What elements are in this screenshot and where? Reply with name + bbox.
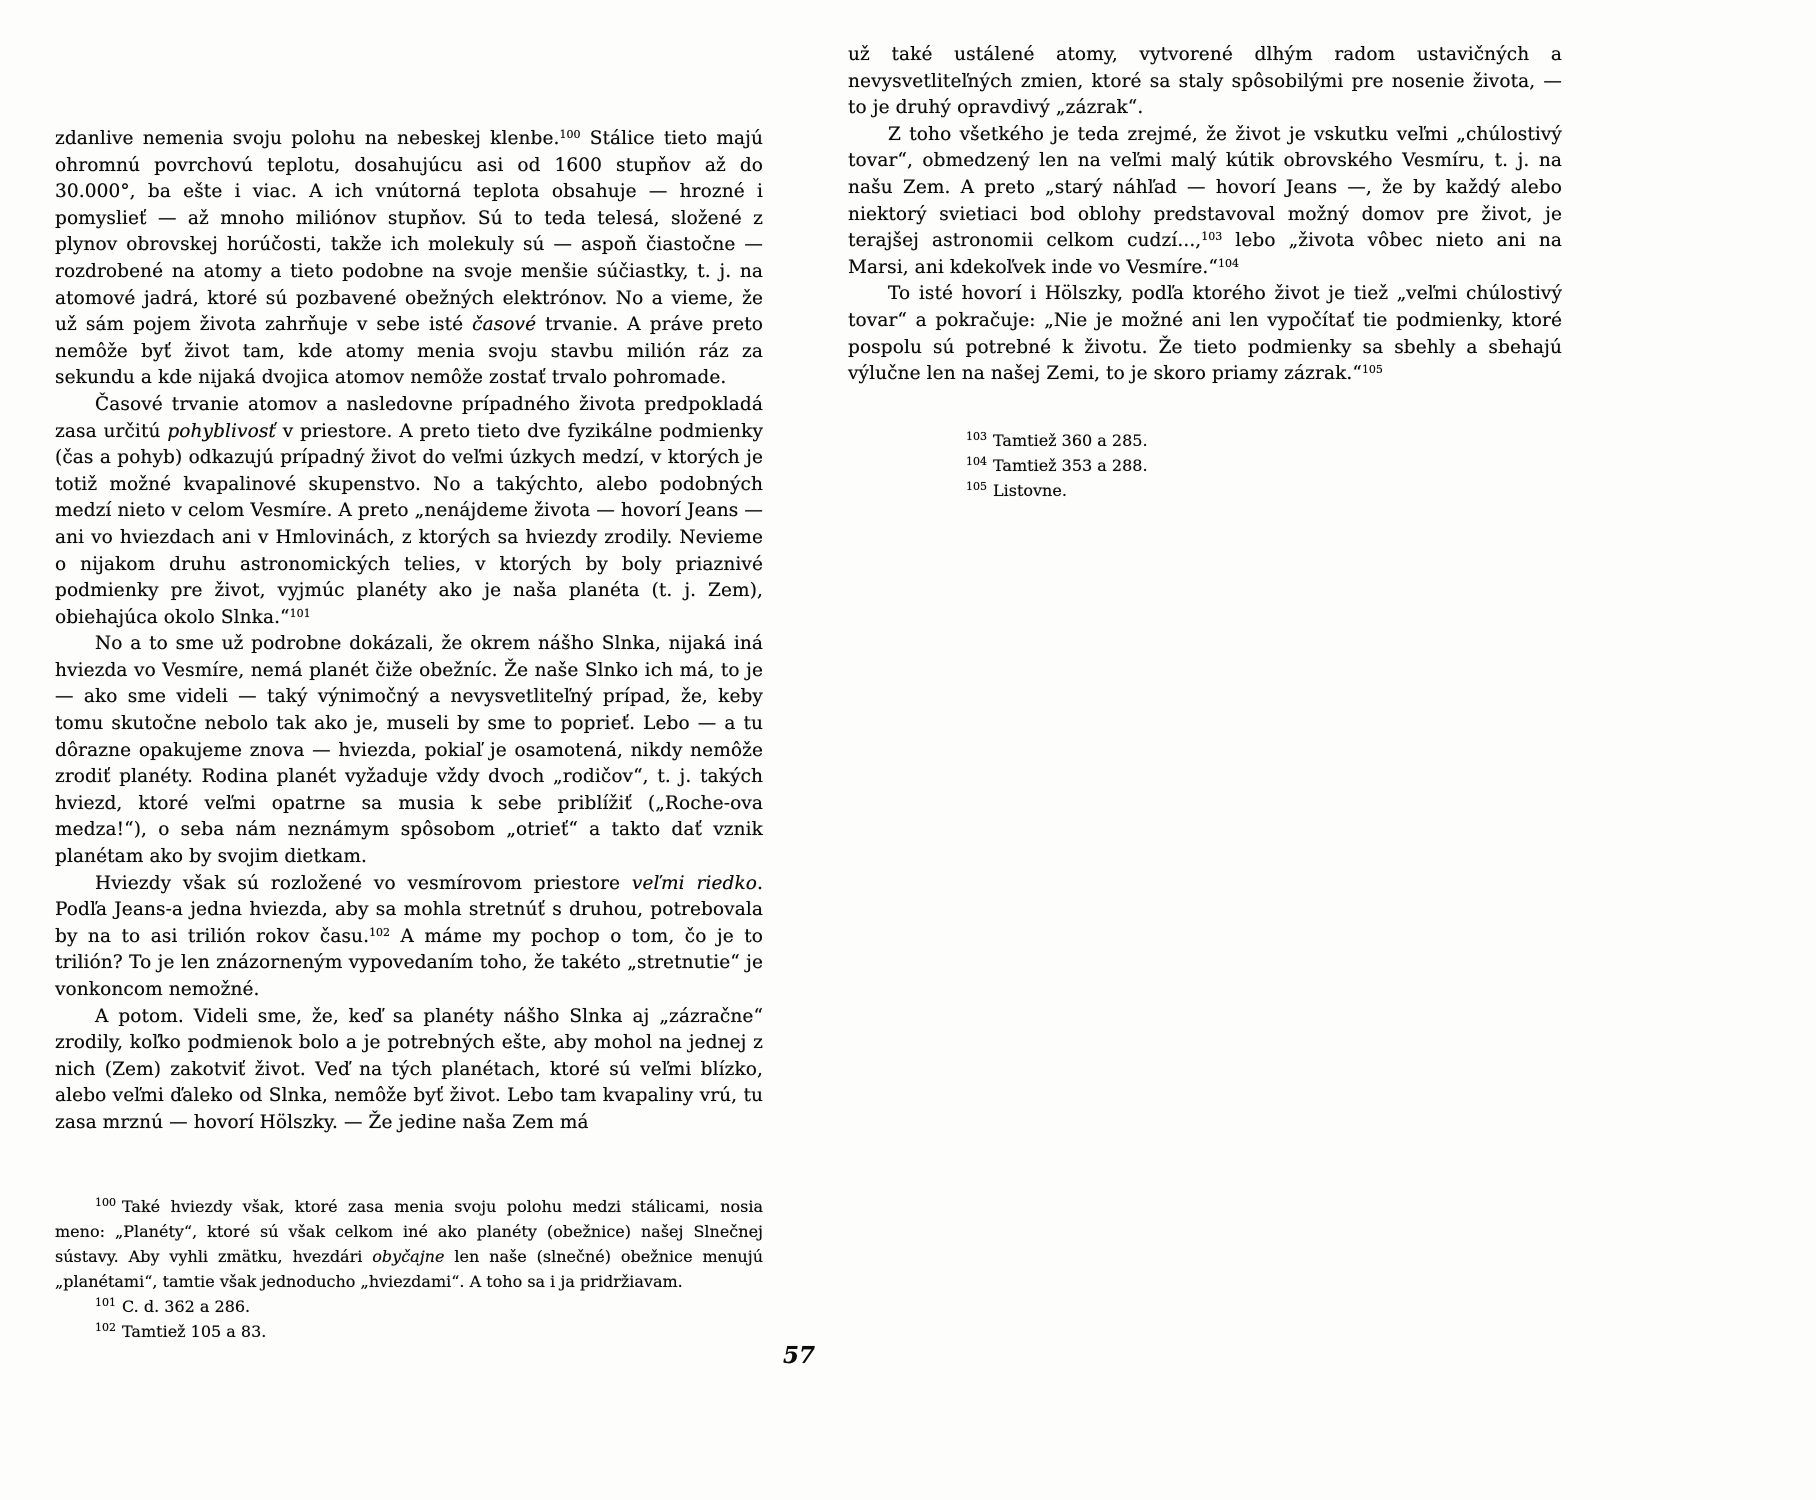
right-page-text xyxy=(848,42,1562,388)
footnote xyxy=(966,478,1562,503)
footnote-marker: 101 xyxy=(95,1296,116,1309)
paragraph: Z toho všetkého je teda zrejmé, že život je vskutku veľmi „chúlostivý tovar“, obmedzený len na veľmi malý kútik obrovského Vesmíru, t. j. na našu Zem. A preto „starý náhľad — hovorí Jeans —, že by každý alebo niektorý svietiaci bod oblohy predstavoval možný domov pre život, je terajšej astronomii celkom cudzí...,$^{103}$ lebo „života vôbec nieto ani na Marsi, ani kdekoľvek inde vo Vesmíre.“$^{104}$ xyxy=(848,123,1563,278)
right-page-footnotes xyxy=(848,428,1562,503)
footnote-text: Tamtiež 360 a 285. xyxy=(993,431,1148,450)
footnote-text: Listovne. xyxy=(993,481,1067,500)
footnote xyxy=(55,1294,763,1319)
paragraph: A potom. Videli sme, že, keď sa planéty nášho Slnka aj „zázračne“ zrodily, koľko podmienok bolo a je potrebných ešte, aby mohol na jednej z nich (Zem) zakotviť život. Veď na tých planétach, ktoré sú veľmi blízko, alebo veľmi ďaleko od Slnka, nemôže byť život. Lebo tam kvapaliny vrú, tu zasa mrznú — hovorí Hölszky. — Že jedine naša Zem má xyxy=(55,1005,763,1133)
footnote xyxy=(966,453,1562,478)
footnote-marker: 100 xyxy=(95,1196,116,1209)
paragraph: No a to sme už podrobne dokázali, že okrem nášho Slnka, nijaká iná hviezda vo Vesmíre, nemá planét čiže obežníc. Že naše Slnko ich má, to je — ako sme videli — taký výnimočný a nevysvetliteľný prípad, že, keby tomu skutočne nebolo tak ako je, museli by sme to poprieť. Lebo — a tu dôrazne opakujeme znova — hviezda, pokiaľ je osamotená, nikdy nemôže zrodiť planéty. Rodina planét vyžaduje vždy dvoch „rodičov“, t. j. takých hviezd, ktoré veľmi opatrne sa musia k sebe priblížiť („Roche-ova medza!“), o seba nám neznámym spôsobom „otrieť“ a takto dať vznik planétam ako by svojim dietkam. xyxy=(55,633,763,868)
footnote xyxy=(55,1194,763,1294)
footnote-text: C. d. 362 a 286. xyxy=(122,1297,251,1316)
footnote-marker: 102 xyxy=(95,1321,116,1334)
paragraph: už také ustálené atomy, vytvorené dlhým radom ustavičných a nevysvetliteľných zmien, ktoré sa staly spôsobilými pre nosenie života, — to je druhý opravdivý „zázrak“. xyxy=(848,44,1562,119)
footnote-marker: 104 xyxy=(966,455,987,468)
footnote-text: Tamtiež 105 a 83. xyxy=(122,1322,267,1341)
footnote xyxy=(966,428,1562,453)
paragraph: Hviezdy však sú rozložené vo vesmírovom priestore veľmi riedko. Podľa Jeans-a jedna hviezda, aby sa mohla stretnúť s druhou, potrebovala by na to asi trilión rokov času.$^{102}$ A máme my pochop o tom, čo je to trilión? To je len znázorneným vypovedaním toho, že takéto „stretnutie“ je vonkoncom nemožné. xyxy=(55,872,763,1000)
paragraph: To isté hovorí i Hölszky, podľa ktorého život je tiež „veľmi chúlostivý tovar“ a pokračuje: „Nie je možné ani len vypočítať tie podmienky, ktoré pospolu sú potrebné k životu. Že tieto podmienky sa sbehly a sbehajú výlučne len na našej Zemi, to je skoro priamy zázrak.“$^{105}$ xyxy=(848,283,1562,385)
page-number: 57 xyxy=(782,1342,815,1369)
footnote-marker: 105 xyxy=(966,480,987,493)
footnote-text: Také hviezdy však, ktoré zasa menia svoju polohu medzi stálicami, nosia meno: „Planéty“, ktoré sú však celkom iné ako planéty (obežnice) našej Slnečnej sústavy. Aby vyhli zmätku, hvezdári obyčajne len naše (slnečné) obežnice menujú „planétami“, tamtie však jednoducho „hviezdami“. A toho sa i ja pridržiavam. xyxy=(55,1197,763,1291)
left-page-text xyxy=(55,126,763,1137)
paragraph: Časové trvanie atomov a nasledovne prípadného života predpokladá zasa určitú pohyblivosť v priestore. A preto tieto dve fyzikálne podmienky (čas a pohyb) odkazujú prípadný život do veľmi úzkych medzí, v ktorých je totiž možné kvapalinové skupenstvo. No a takýchto, alebo podobných medzí nieto v celom Vesmíre. A preto „nenájdeme života — hovorí Jeans — ani vo hviezdach ani v Hmlovinách, z ktorých sa hviezdy zrodily. Nevieme o nijakom druhu astronomických telies, v ktorých by boly priaznivé podmienky pre život, vyjmúc planéty ako je naša planéta (t. j. Zem), obiehajúca okolo Slnka.“$^{101}$ xyxy=(55,393,763,628)
footnote-text: Tamtiež 353 a 288. xyxy=(993,456,1148,475)
footnote xyxy=(55,1319,763,1344)
left-page-footnotes xyxy=(55,1194,763,1344)
paragraph: zdanlive nemenia svoju polohu na nebeskej klenbe.$^{100}$ Stálice tieto majú ohromnú povrchovú teplotu, dosahujúcu asi od 1600 stupňov až do 30.000°, ba ešte i viac. A ich vnútorná teplota obsahuje — hrozné i pomyslieť — až mnoho miliónov stupňov. Sú to teda telesá, složené z plynov obrovskej horúčosti, takže ich molekuly sú — aspoň čiastočne — rozdrobené na atomy a tieto podobne na svoje menšie súčiastky, t. j. na atomové jadrá, ktoré sú pozbavené obežných elektrónov. No a vieme, že už sám pojem života zahrňuje v sebe isté časové trvanie. A práve preto nemôže byť život tam, kde atomy menia svoju stavbu milión ráz za sekundu a kde nijaká dvojica atomov nemôže zostať trvalo pohromade. xyxy=(55,128,763,389)
footnote-marker: 103 xyxy=(966,430,987,443)
